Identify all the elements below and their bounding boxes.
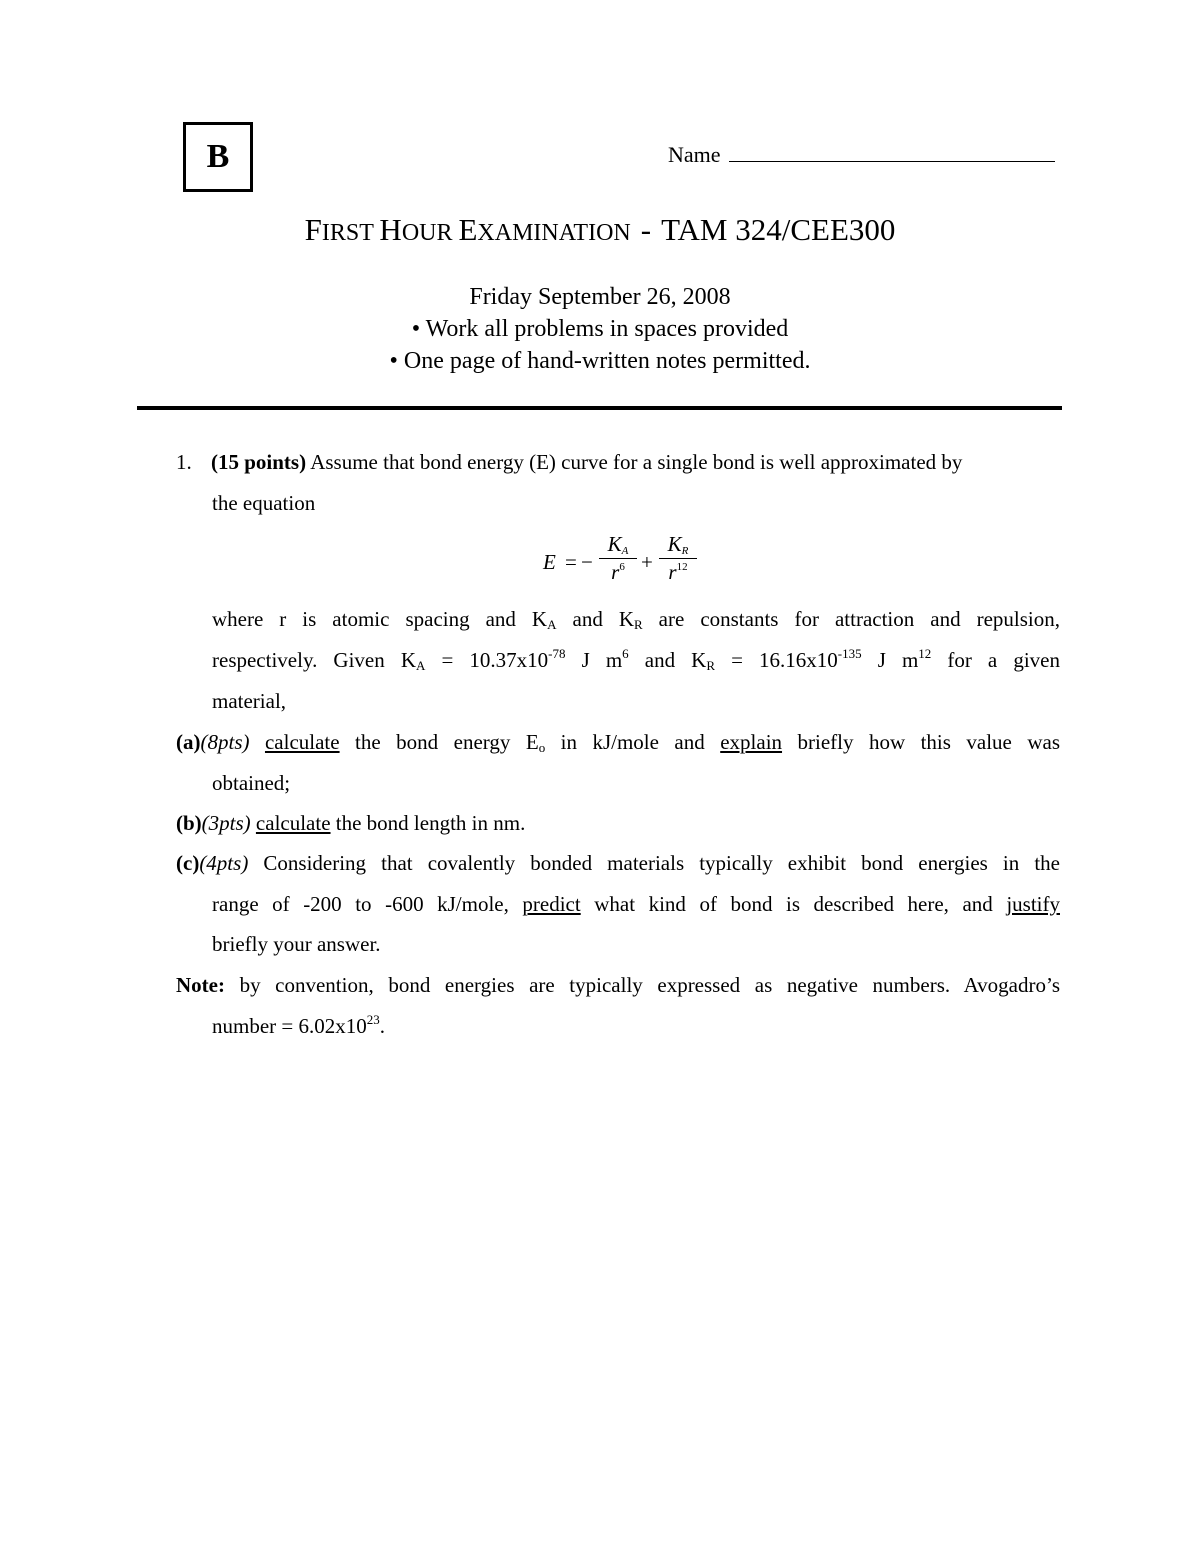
name-label: Name <box>668 142 721 167</box>
header-divider <box>137 406 1062 410</box>
instruction-2: • One page of hand-written notes permitted. <box>389 348 811 374</box>
given-line: respectively. Given $K_A = 10.37x10^{-78}$ J $m^6$ and $K_R = 16.16x10^{-135}$ J $m^{12}$ for a given <box>212 646 1060 673</box>
part-b: (b)(3pts) calculate the bond length in nm. <box>176 811 526 835</box>
course-code: TAM 324/CEE300 <box>661 212 896 247</box>
name-blank-line <box>729 143 1055 162</box>
part-a: (a)(8pts) calculate the bond energy $E_o$ in kJ/mole and explain briefly how this value was <box>176 730 1060 755</box>
problem-1-intro-2: the equation <box>212 491 316 515</box>
part-a-cont: obtained; <box>212 771 291 795</box>
note: Note: by convention, bond energies are typically expressed as negative numbers. Avogadro’s <box>176 973 1060 997</box>
part-c-cont-2: briefly your answer. <box>212 932 381 956</box>
attraction-fraction: $K_A$ $r^6$ <box>599 532 637 585</box>
exam-date: Friday September 26, 2008 <box>469 284 731 310</box>
title-separator: - <box>640 212 652 247</box>
problem-1-intro: 1. (15 points) Assume that bond energy (E) curve for a single bond is well approximated by <box>176 450 963 474</box>
part-a-label: (a) <box>176 730 201 754</box>
part-c: (c)(4pts) Considering that covalently bonded materials typically exhibit bond energies in the <box>176 851 1060 875</box>
version-box <box>183 122 253 192</box>
exam-title: FIRST HOUR EXAMINATION - TAM 324/CEE300 <box>304 212 896 247</box>
note-label: Note: <box>176 973 225 997</box>
material-line: material, <box>212 689 287 713</box>
part-b-label: (b) <box>176 811 202 835</box>
note-cont: number = $6.02x10^{23}$. <box>212 1012 385 1038</box>
instruction-1: • Work all problems in spaces provided <box>411 316 789 342</box>
where-line: where r is atomic spacing and $K_A$ and $K_R$ are constants for attraction and repulsion, <box>212 607 1060 632</box>
part-c-label: (c) <box>176 851 200 875</box>
part-c-cont: range of -200 to -600 kJ/mole, predict what kind of bond is described here, and justify <box>212 892 1060 916</box>
version-letter: B <box>206 138 230 175</box>
name-field <box>668 142 1055 168</box>
problem-number: 1. <box>176 450 192 474</box>
repulsion-fraction: $K_R$ $r^{12}$ <box>659 532 697 585</box>
problem-points: (15 points) <box>211 450 307 474</box>
